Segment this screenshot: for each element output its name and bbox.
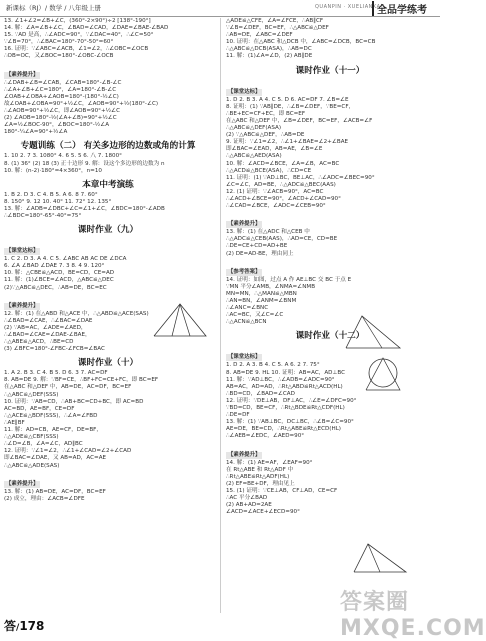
answer-line: (2) AB+AD=2AE	[226, 502, 272, 509]
answer-line: ∴Rt△ABE≌Rt△ADF(HL)	[226, 473, 290, 480]
left-lines-e	[4, 370, 212, 503]
answer-line: MN=MN，∴△MAN≌△MBN	[226, 290, 297, 297]
answer-line: 12. (1) 证明：∵∠ACB=90°，AC=BC	[226, 188, 324, 195]
answer-line: ∴△ADC≌△CEB(AAS)，∴AD=CE，CD=BE	[226, 236, 338, 243]
answer-line: ∴AB=DE，∠ABC=∠DEF	[226, 32, 293, 39]
answer-line: ∴△ACD≌△BCE(ASA)，∴CD=CE	[226, 167, 312, 174]
answer-line: ∠A=½∠BOC-90°，∠BOC=180°-½∠A	[4, 122, 110, 129]
answer-line: 15. ∵AD 是高，∴∠ADC=90°，∵∠DAC=40°，∴∠C=50°	[4, 32, 154, 39]
answer-line: ∠C=∠C，AD=BE，∴△ADC≌△BEC(AAS)	[226, 181, 336, 188]
answer-line: 13. ∠1+∠2=∠B+∠C，(360°-2×90°)÷2 [138°-190°]	[4, 18, 151, 24]
series-logo: 全品学练考	[372, 1, 427, 16]
answer-line: AB=AC，AD=AD，∴Rt△ABD≌Rt△ACD(HL)	[226, 383, 343, 390]
answer-line: 9. 证明：∵∠1=∠2，∴∠1+∠BAE=∠2+∠BAE	[226, 139, 349, 146]
answer-line: ∴DE=DF	[226, 412, 250, 419]
answer-line: 即∠BAC=∠DAE，又 AB=AD，AC=AE	[4, 455, 107, 462]
answer-line: 11. 证明：(1) ∵AD⊥BC，BE⊥AC，∴∠ADC=∠BEC=90°	[226, 174, 375, 181]
answer-line: 14. 解：∠A=∠B+∠C，∠BAD=∠CAD，∠DAE=∠BAE-∠BAD	[4, 25, 169, 32]
answer-line: ∴∠DAB+∠B=∠CAB，∠CAB=180°-∠B-∠C	[4, 79, 122, 86]
answer-line: (2) ∠AOB=180°-½(∠A+∠B)=90°+½∠C	[4, 115, 117, 122]
answer-line: 8. (1) 36° (2) 18 (3) 正十边形 9. 解：设这个多边形的边数为 n	[4, 160, 165, 167]
answer-line: ∴DE=CE+CD=AD+BE	[226, 243, 288, 250]
answer-line: ∴AN=BN，∠ANM=∠BNM	[226, 298, 297, 304]
answer-line: ∴∠AOB=90°+½∠C，即∠AOB=90°+½∠C	[4, 108, 120, 115]
answer-line: 【素养提升】	[228, 221, 261, 228]
answer-line: 12. 证明：∵∠1=∠2，∴∠1+∠CAD=∠2+∠CAD	[4, 448, 132, 455]
series-pinyin: QUANPIN · XUELIANKAO	[315, 4, 385, 10]
answer-line: ∵∠B=70°，∴∠BAC=180°-70°-50°=60°	[4, 39, 114, 46]
answer-line: 1. B 2. D 3. C 4. B 5. A 6. 8 7. 60°	[4, 191, 98, 198]
answer-line: 【素养提升】	[6, 480, 39, 487]
section-title-homework-10: 课时作业（十）	[77, 358, 139, 369]
answer-line: (2)∵△ABC≌△DEC，∴AB=DE，BC=EC	[4, 284, 107, 291]
page-footer: 答/178	[4, 619, 45, 633]
answer-line: ∴△ABC≌△DEF(ASA)	[226, 125, 282, 132]
answer-line: 【课堂达标】	[228, 354, 261, 361]
answer-line: ∵MN 平分∠AMB，∠NMA=∠NMB	[226, 283, 316, 290]
triangle-figure-bottom	[350, 540, 410, 576]
answer-line: ∴∠A+∠B+∠C=180°，∠A=180°-∠B-∠C	[4, 86, 117, 93]
left-lines-c	[4, 192, 212, 220]
answer-line: 1. 10 2. 7 3. 1080° 4. 6 5. 5 6. 八 7. 1800°	[4, 153, 122, 160]
answer-line: 故∠OAB+∠OBA=90°+½∠C，∠AOB=90°+½(180°-∠C)	[4, 100, 159, 107]
answer-line: ∴△ADE≌△CBF(SSS)	[4, 434, 59, 441]
page-header	[0, 0, 440, 17]
answer-line: 11. 解：(1)∠BCE=∠ACD，△ABC≌△DEC	[4, 277, 114, 284]
triangle-figure-left	[150, 300, 210, 340]
answer-line: 10. 解：∠ACD=∠BCE，∠A=∠B，AC=BC	[226, 160, 340, 167]
answer-line: ∴AC 平分∠BAD	[226, 495, 268, 502]
answer-line: ∴∠BAD=∠CAE，∴∠BAC=∠DAE	[4, 317, 93, 324]
left-lines-b	[4, 153, 212, 174]
answer-line: 【素养提升】	[6, 302, 39, 309]
answer-line: (2) EF=BE+DF，理由见上	[226, 480, 295, 487]
answer-line: 在△ABC 和△DEF 中，∠B=∠DEF，BC=EF，∠ACB=∠F	[226, 117, 373, 124]
book-title: 新课标（RJ）/ 数学 / 八年级上册	[6, 4, 102, 12]
answer-line: 15. (1) 证明：∵CE⊥AB，CF⊥AD，CE=CF	[226, 487, 338, 494]
answer-line: 8. AB=DE 9. HL 10. 证明：AB=AC，AD⊥BC	[226, 369, 345, 376]
answer-line: 在△ABC 和△DEF 中，AB=DE，AC=DF，BC=EF	[4, 384, 132, 391]
answer-line: 16. 证明：∵∠ABC=∠ACB，∠1=∠2，∴∠OBC=∠OCB	[4, 46, 149, 53]
page-number: 178	[19, 619, 45, 633]
answer-line: 12. 证明：∵DE⊥AB，DF⊥AC，∴∠E=∠DFC=90°	[226, 397, 357, 404]
answer-line: 12. 解：(1) 在△ABD 和△ACE 中，∴△ABD≌△ACE(SAS)	[4, 310, 149, 317]
answer-line: ∴△ACE≌△BDF(SSS)，∴∠A=∠FBD	[4, 412, 98, 419]
answer-line: ∴∠BDC=180°-65°-40°=75°	[4, 212, 82, 219]
answer-line: 10. 证明：∵AB=CD，∴AB+BC=CD+BC，即 AC=BD	[4, 398, 144, 405]
answer-line: ∴AC=BC，又∠C=∠C	[226, 312, 284, 319]
answer-line: 即∠BAC=∠EAD，AB=AE，∠B=∠E	[226, 146, 323, 153]
answer-line: ∴BD=CD，∠BAD=∠CAD	[226, 390, 295, 397]
right-lines-a	[226, 18, 434, 61]
answer-line: 【课堂达标】	[228, 88, 261, 95]
answer-line: 11. 解：∵AD⊥BC，∴∠ADB=∠ADC=90°	[226, 376, 335, 383]
answer-line: AE=DE，BE=CD，∴Rt△ABE≌Rt△ECD(HL)	[226, 426, 341, 433]
answer-line: ∠OAB+∠OBA+∠AOB=180°-(180°-½∠C)	[4, 93, 119, 100]
answer-line: ∴△ABC≌△DEF(SSS)	[4, 391, 59, 398]
answer-line: AC=BD，AE=BF，CE=DF	[4, 405, 75, 412]
answer-line: 10. 解：(n-2)·180°=4×360°，n=10	[4, 167, 102, 174]
answer-line: 1. D 2. A 3. B 4. C 5. A 6. 2 7. 75°	[226, 362, 320, 369]
section-title-homework-9: 课时作业（九）	[77, 225, 139, 236]
answer-line: ∵BD=CD，BE=CF，∴Rt△BDE≌Rt△CDF(HL)	[226, 405, 345, 412]
answer-line: 13. 解：(1) AB=DE，AC=DF，BC=EF	[4, 488, 106, 495]
answer-line: (3) ∠BFC=180°-∠FBC-∠FCB=∠BAC	[4, 346, 105, 353]
answer-line: 10. 证明：在△ABC 和△DCB 中，∠ABC=∠DCB，BC=CB	[226, 39, 376, 46]
answer-line: ∴BE+EC=CF+EC，即 BC=EF	[226, 110, 306, 117]
answer-line: 1. C 2. D 3. A 4. C 5. ∠ABC AB AC DE ∠DCA	[4, 256, 127, 263]
answer-line: 180°-¼∠A=90°+½∠A	[4, 129, 68, 136]
answer-line: 8. 证明：(1) ∵AB∥DE，∴∠B=∠DEF，∵BE=CF，	[226, 103, 355, 110]
answer-line: 在 Rt△ABE 和 Rt△ADF 中	[226, 466, 294, 473]
triangle-figure-right	[342, 312, 404, 352]
answer-line: ∴∠BAD=∠CAE=∠DAE-∠BAE，	[4, 332, 91, 338]
column-divider	[220, 18, 221, 613]
answer-line: 6. ∠A ∠BAD ∠DAE 7. 3 8. 4 9. 120°	[4, 263, 105, 270]
answer-line: ∴△ABC≌△AED(ASA)	[226, 153, 282, 160]
answer-line: 【课堂达标】	[6, 248, 39, 255]
answer-line: ∴∠D=∠B，∠A=∠C，AD∥BC	[4, 441, 83, 448]
answer-line: 【素养提升】	[228, 451, 261, 458]
answer-line: ∴∠CAD=∠BCE，∠ADC=∠CEB=90°	[226, 203, 326, 210]
circle-figure	[360, 350, 406, 396]
answer-line: ∴∠ACD+∠BCE=90°，∠ACD+∠CAD=90°	[226, 195, 341, 202]
answer-line: 10. 解：△CBE≌△ACD，BE=CD，CE=AD	[4, 270, 115, 277]
right-lines-b	[226, 78, 434, 327]
answer-line: (2) DE=AD-BE，理由同上	[226, 250, 294, 257]
answer-line: (2) ∵△ABC≌△DEF，∴AB=DE	[226, 132, 305, 139]
answer-line: 【参考答案】	[228, 268, 261, 275]
answer-line: (2) 成立，理由：∠ACB=∠DFE	[4, 495, 85, 502]
answer-line: ∴OB=OC，又∠BOC=180°-∠OBC-∠OCB	[4, 53, 114, 60]
section-title-chapter-exam: 本章中考演练	[82, 179, 134, 190]
answer-line: 11. 解：(1)∠A=∠D，(2) AB∥DE	[226, 53, 313, 60]
answer-line: 【素养提升】	[6, 71, 39, 78]
answer-line: 1. D 2. B 3. A 4. C 5. D 6. AC=DF 7. ∠B=∠E	[226, 96, 349, 103]
answer-line: ∠ACD=∠ACE+∠ECD=90°	[226, 509, 300, 516]
answer-line: 13. 解：(1) ∵AB⊥BC，DC⊥BC，∴∠B=∠C=90°	[226, 419, 354, 426]
answer-line: ∴∠ANC=∠BNC	[226, 305, 269, 312]
answer-line: 14. 证明：如图，过点 A 作 AE⊥BC 交 BC 于点 E	[226, 276, 352, 283]
answer-line: ∴∠AEB=∠EDC，∠AED=90°	[226, 433, 305, 440]
section-title-homework-12: 课时作业（十二）	[295, 331, 365, 342]
answer-line: 8. 150° 9. 12 10. 40° 11. 72° 12. 135°	[4, 198, 112, 205]
answer-line: ∴AE∥BF	[4, 419, 25, 426]
answer-line: ∴△ACN≌△BCN	[226, 319, 267, 326]
answer-line: (2) ∵AB=AC，∠ADE=∠AED，	[4, 324, 87, 331]
watermark-logo: 答案圈 MXQE.COM	[340, 590, 486, 641]
answer-line: ∵∠B=∠DEF，BC=EF，∴△ABC≌△DEF	[226, 25, 329, 32]
answer-line: 1. A 2. B 3. C 4. B 5. D 6. 3 7. AC=DF	[4, 370, 108, 377]
answer-line: ∴△ABE≌△ACD，∴BE=CD	[4, 339, 74, 346]
left-lines-a	[4, 18, 212, 136]
answer-line: 13. 解：∠ADB=∠DBC+∠C=∠1+∠C，∠BDC=180°-∠ADB	[4, 205, 165, 212]
answer-line: 8. AB=DE 9. 解：∵BF=CE，∴BF+FC=CE+FC，即 BC=EF	[4, 377, 159, 384]
section-title-homework-11: 课时作业（十一）	[295, 65, 365, 76]
answer-line: △ADE≌△CFE，∠A=∠FCE，∴AB∥CF	[226, 18, 324, 24]
answer-line: 11. 解：AD=CB，AE=CF，DE=BF，	[4, 427, 102, 434]
answer-line: 14. 解：(1) AE=AF，∠EAF=90°	[226, 459, 313, 466]
answer-line: 13. 解：(1) 在△ADC 和△CEB 中	[226, 229, 310, 236]
answer-line: ∴△ABC≌△DCB(ASA)，∴AB=DC	[226, 46, 312, 53]
footer-label: 答	[4, 619, 17, 633]
section-title-special-training: 专题训练（二） 有关多边形的边数或角的计算	[20, 141, 196, 152]
answer-line: ∴△ABC≌△ADE(SAS)	[4, 462, 60, 469]
